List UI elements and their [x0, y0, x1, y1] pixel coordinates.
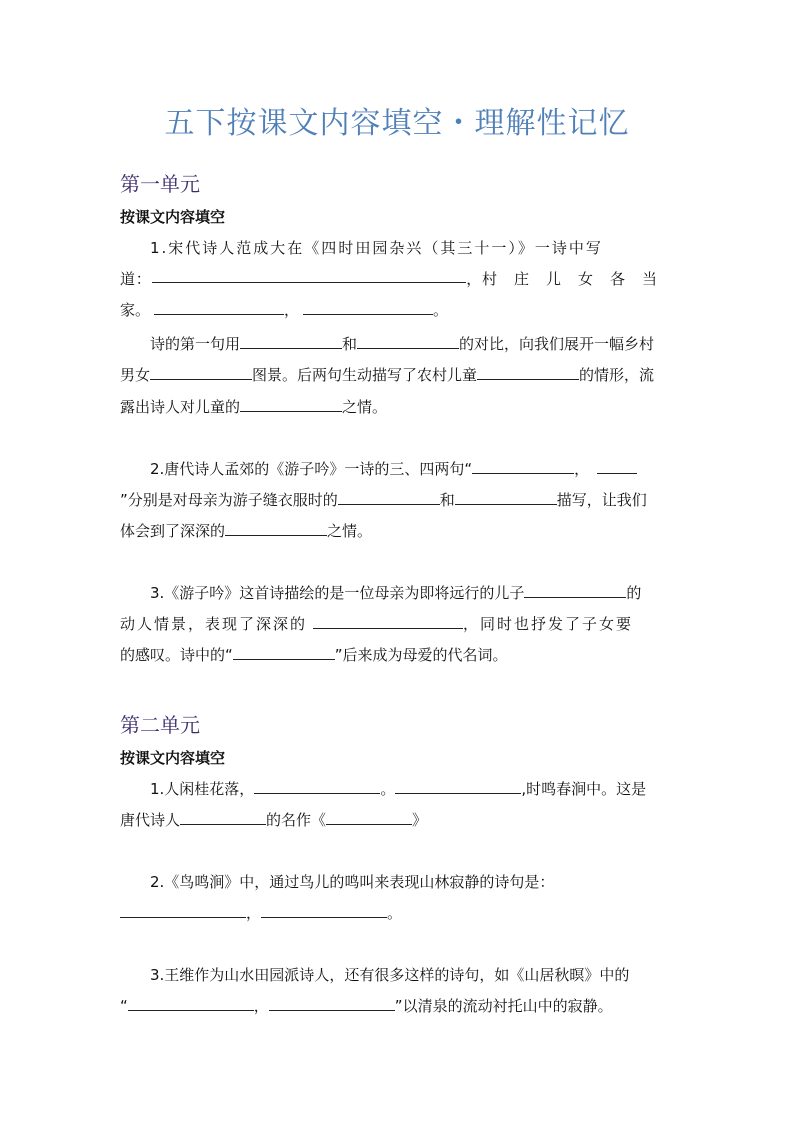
u1-q2-line1: 2.唐代诗人孟郊的《游子吟》一诗的三、四两句“ ，	[150, 458, 674, 479]
answer-blank[interactable]	[254, 779, 380, 794]
u1-q1-line1: 1.宋代诗人范成大在《四时田园杂兴（其三十一）》一诗中写	[150, 239, 603, 257]
u2-q2-line2: ， 。	[120, 902, 674, 923]
answer-blank[interactable]	[313, 614, 463, 629]
u2-q1-line2: 唐代诗人 的名作《 》	[120, 811, 428, 829]
answer-blank[interactable]	[150, 365, 252, 380]
u1-q3-line3: 的感叹。诗中的“ ”后来成为母爱的代名词。	[120, 646, 508, 664]
answer-blank[interactable]	[180, 810, 266, 825]
answer-blank[interactable]	[154, 300, 284, 315]
answer-blank[interactable]	[261, 903, 387, 918]
u2-q3-line1: 3.王维作为山水田园派诗人，还有很多这样的诗句，如《山居秋暝》中的	[150, 966, 630, 984]
u1-q3-line1: 3.《游子吟》这首诗描绘的是一位母亲为即将远行的儿子 的	[150, 584, 642, 602]
u1-q2-line2: ”分别是对母亲为游子缝衣服时的 和 描写，让我们	[120, 491, 647, 509]
answer-blank[interactable]	[524, 583, 626, 598]
answer-blank[interactable]	[225, 521, 327, 536]
u1-q1-line6: 露出诗人对儿童的 之情。	[120, 398, 388, 416]
answer-blank[interactable]	[357, 334, 459, 349]
answer-blank[interactable]	[269, 996, 395, 1011]
unit-1-subheading: 按课文内容填空	[120, 208, 226, 226]
u1-q1-line3: 家。 ， 。	[120, 301, 449, 319]
u2-q1-line1: 1.人闲桂花落， 。 ,时鸣春涧中。这是	[150, 780, 647, 798]
answer-blank[interactable]	[120, 903, 246, 918]
unit-2-subheading: 按课文内容填空	[120, 749, 226, 767]
u1-q3-line2: 动人情景，表现了深深的 ，同时也抒发了子女要	[120, 615, 634, 633]
u1-q1-line2: 道 ： ， 村庄儿女各当	[120, 270, 674, 288]
answer-blank[interactable]	[240, 397, 342, 412]
answer-blank[interactable]	[597, 459, 637, 474]
unit-2-heading: 第二单元	[120, 713, 200, 737]
u1-q2-line3: 体会到了深深的 之情。	[120, 522, 373, 540]
answer-blank[interactable]	[455, 490, 557, 505]
answer-blank[interactable]	[326, 810, 412, 825]
u2-q3-line2: “ ， ”以清泉的流动衬托山中的寂静。	[120, 997, 613, 1015]
answer-blank[interactable]	[338, 490, 440, 505]
answer-blank[interactable]	[128, 996, 254, 1011]
u1-q1-line5: 男女 图景。后两句生动描写了农村儿童 的情形，流	[120, 366, 655, 384]
page-title: 五下按课文内容填空・理解性记忆	[164, 106, 630, 141]
answer-blank[interactable]	[303, 300, 433, 315]
answer-blank[interactable]	[395, 779, 521, 794]
answer-blank[interactable]	[233, 645, 335, 660]
unit-1-heading: 第一单元	[120, 172, 200, 196]
answer-blank[interactable]	[472, 459, 574, 474]
answer-blank[interactable]	[477, 365, 579, 380]
answer-blank[interactable]	[240, 334, 342, 349]
u1-q1-line4: 诗的第一句用 和 的对比，向我们展开一幅乡村	[150, 335, 655, 353]
answer-blank[interactable]	[152, 268, 466, 283]
u2-q2-line1: 2.《鸟鸣涧》中，通过鸟儿的鸣叫来表现山林寂静的诗句是：	[150, 873, 555, 891]
